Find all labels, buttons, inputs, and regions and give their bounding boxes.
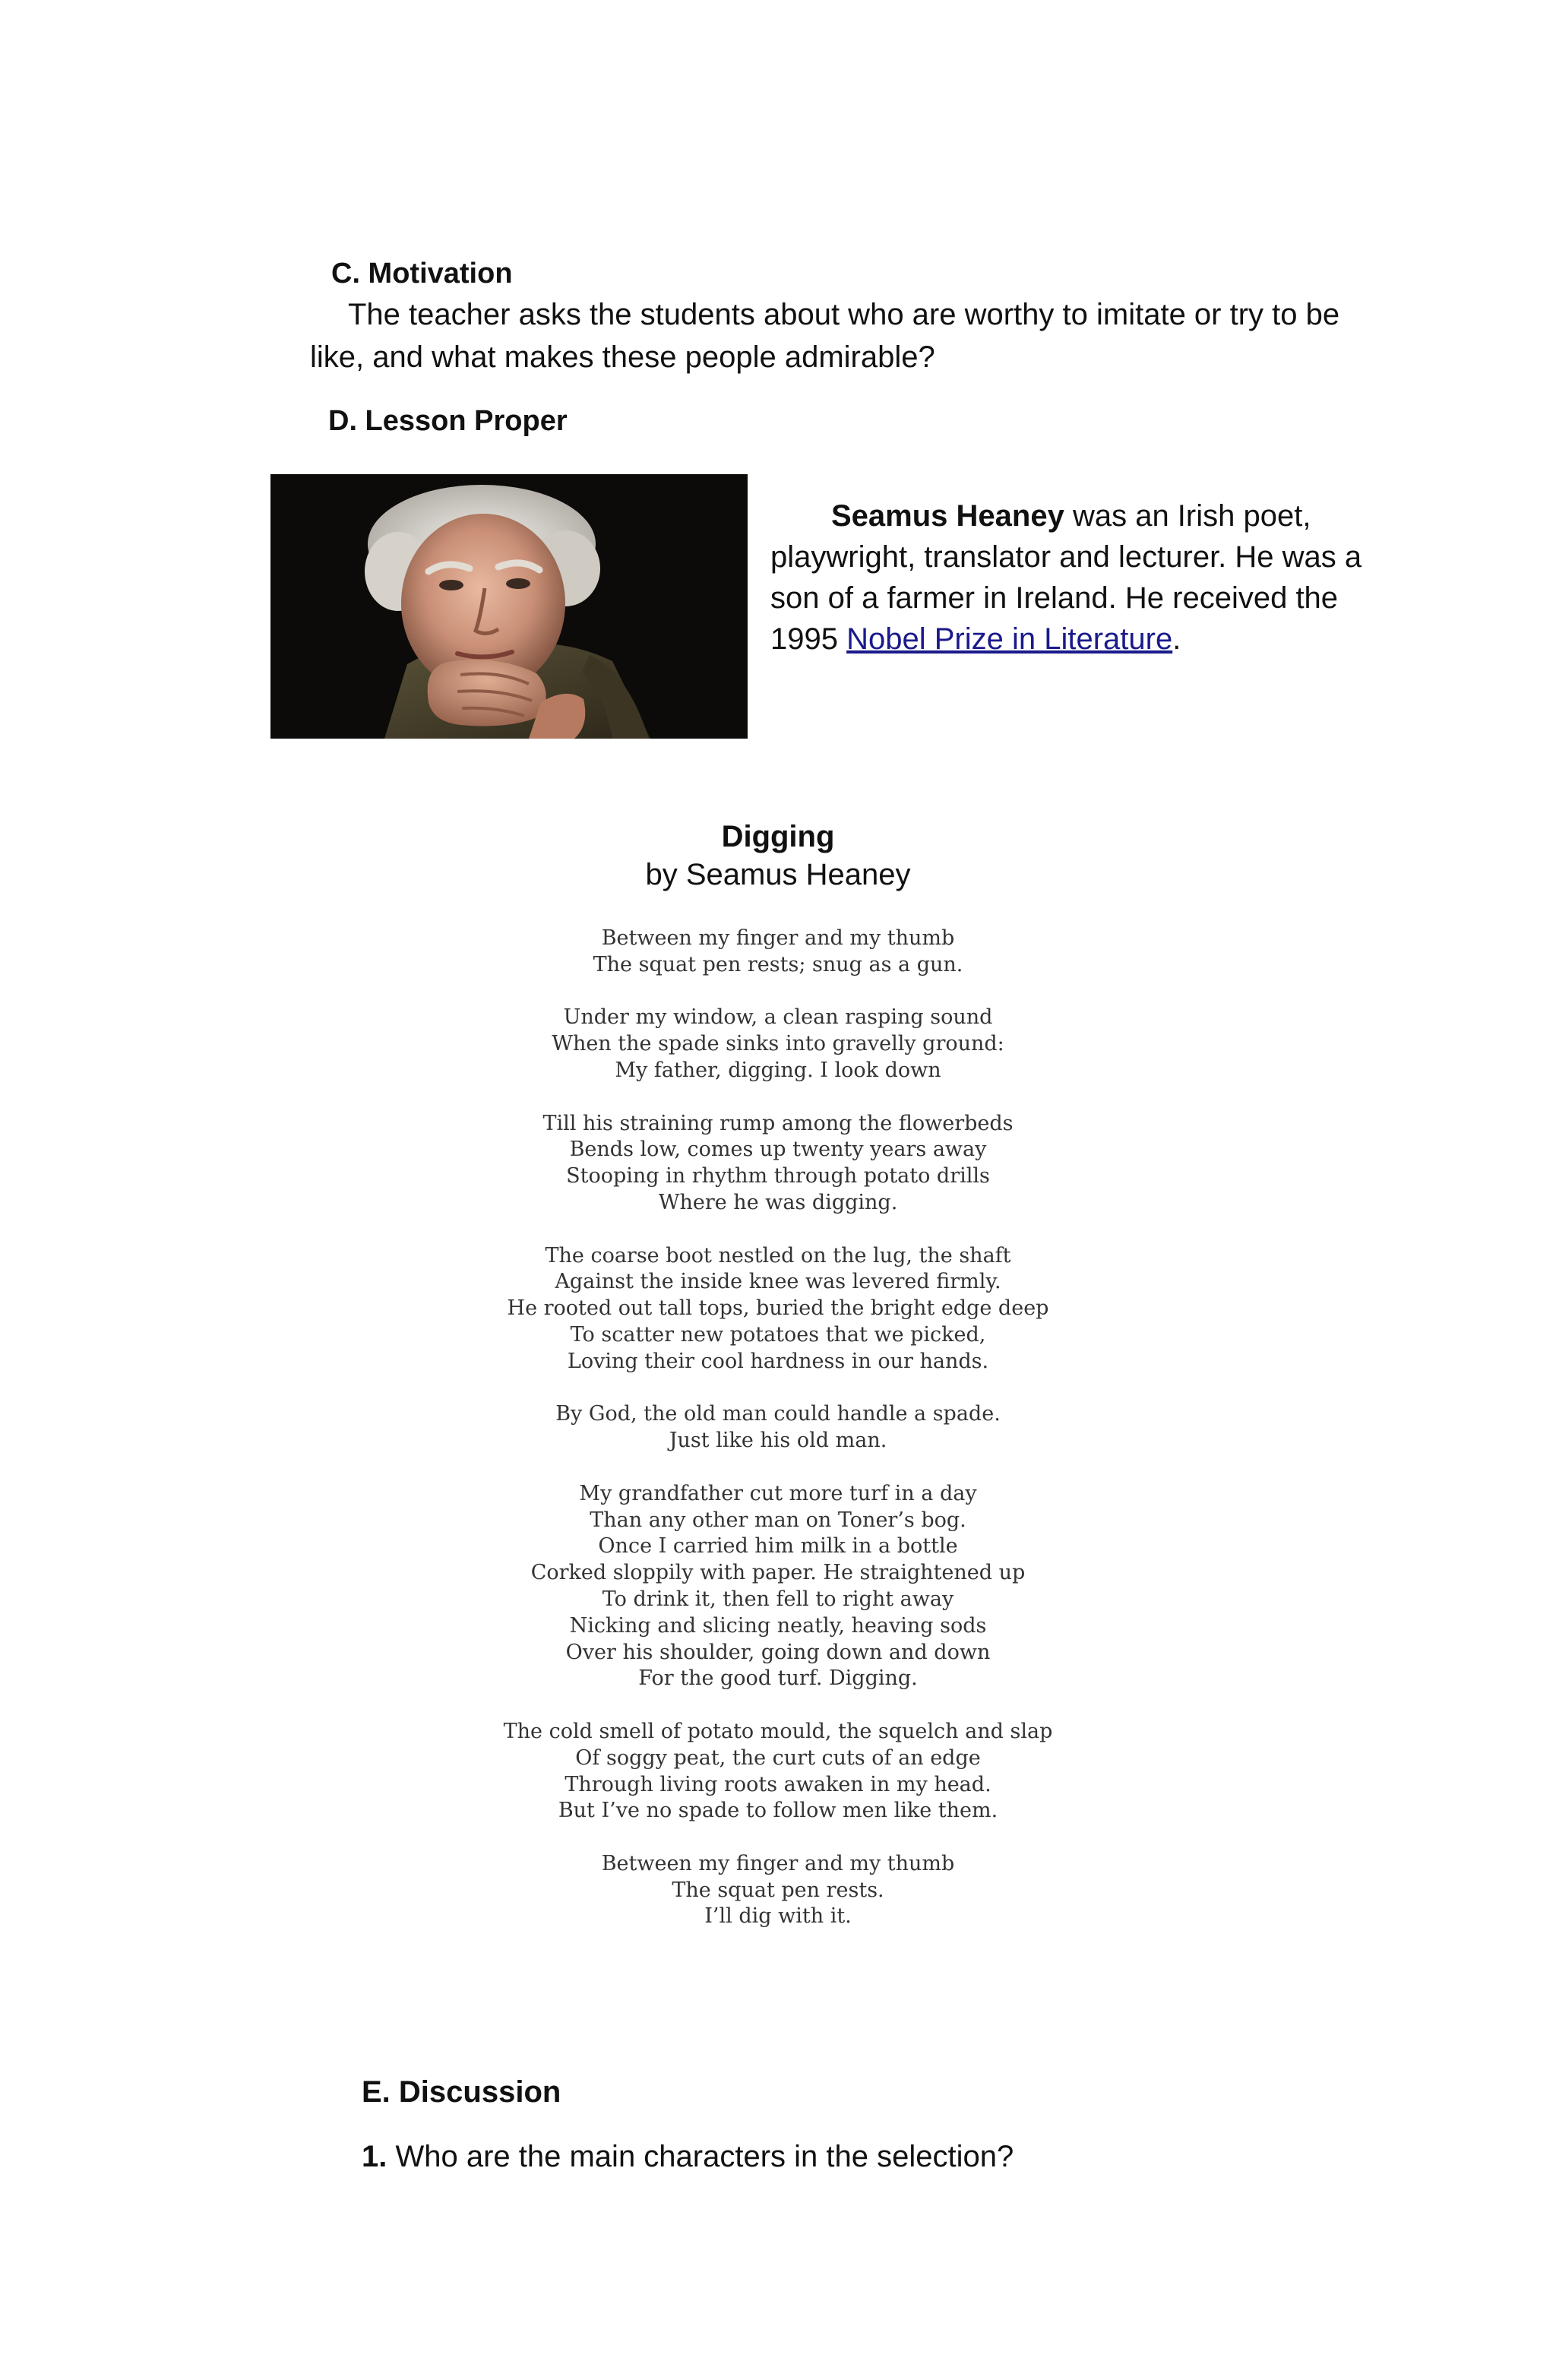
poem-stanza [0,1719,1556,1825]
question-text: Who are the main characters in the selection? [395,2140,1014,2173]
author-portrait-image [270,474,748,739]
question-number: 1. [362,2140,387,2173]
poem-line: He rooted out tall tops, buried the bright edge deep [507,1296,1049,1321]
nobel-prize-link[interactable]: Nobel Prize in Literature [846,622,1173,656]
poem-body [0,926,1556,1957]
poem-line: Stooping in rhythm through potato drills [566,1164,990,1188]
lesson-proper-heading: D. Lesson Proper [328,405,568,437]
poem-line: Of soggy peat, the curt cuts of an edge [575,1745,981,1770]
poem-line: By God, the old man could handle a spade. [555,1402,1001,1426]
poem-line: For the good turf. Digging. [638,1666,918,1691]
poem-line: Through living roots awaken in my head. [565,1772,991,1796]
poem-line: The cold smell of potato mould, the squelch and slap [503,1719,1053,1743]
poem-stanza [0,1005,1556,1084]
poem-line: When the spade sinks into gravelly ground: [552,1032,1004,1056]
poem-line: Over his shoulder, going down and down [565,1640,991,1664]
poem-stanza [0,1481,1556,1692]
bio-text-end: . [1172,622,1181,656]
poem-line: Against the inside knee was levered firmly. [555,1270,1001,1294]
poem-stanza [0,926,1556,979]
motivation-text: The teacher asks the students about who are worthy to imitate or try to be like, and what makes these people admirable? [310,298,1340,374]
poem-line: My grandfather cut more turf in a day [579,1481,977,1505]
poem-line: Bends low, comes up twenty years away [569,1138,987,1162]
poem-line: Under my window, a clean rasping sound [563,1005,993,1030]
poem-line: My father, digging. I look down [615,1058,941,1082]
bio-text: was an Irish poet, playwright, translator and lecturer. He was a son of a farmer in Ireland. He received the 1995 [770,499,1362,656]
poem-line: Nicking and slicing neatly, heaving sods [569,1613,987,1638]
author-bio-paragraph [770,495,1378,660]
poem-line: The squat pen rests; snug as a gun. [593,952,963,976]
author-name: Seamus Heaney [831,499,1064,533]
poem-line: Corked sloppily with paper. He straightened up [530,1561,1026,1585]
poem-stanza [0,1243,1556,1375]
poem-line: I’ll dig with it. [704,1904,852,1929]
motivation-heading: C. Motivation [331,258,513,290]
poem-line: Between my finger and my thumb [601,926,955,950]
poem-line: But I’ve no spade to follow men like them. [558,1799,998,1823]
discussion-heading: E. Discussion [362,2075,561,2109]
poem-line: Between my finger and my thumb [601,1851,955,1875]
poem-line: Loving their cool hardness in our hands. [567,1349,989,1373]
poem-line: Once I carried him milk in a bottle [598,1534,958,1559]
poem-line: Till his straining rump among the flowerbeds [542,1111,1014,1135]
poem-line: The squat pen rests. [672,1878,884,1902]
poem-stanza [0,1851,1556,1930]
poem-line: Where he was digging. [658,1190,898,1214]
poem-title: Digging [721,820,835,853]
poem-line: Than any other man on Toner’s bog. [590,1508,966,1532]
poem-line: To drink it, then fell to right away [602,1587,954,1611]
poem-stanza [0,1401,1556,1454]
poem-line: The coarse boot nestled on the lug, the shaft [545,1243,1011,1268]
poem-stanza [0,1111,1556,1217]
poem-line: To scatter new potatoes that we picked, [570,1322,986,1347]
poem-byline: by Seamus Heaney [645,858,911,891]
poem-line: Just like his old man. [669,1429,887,1453]
discussion-question-1 [362,2137,1014,2176]
